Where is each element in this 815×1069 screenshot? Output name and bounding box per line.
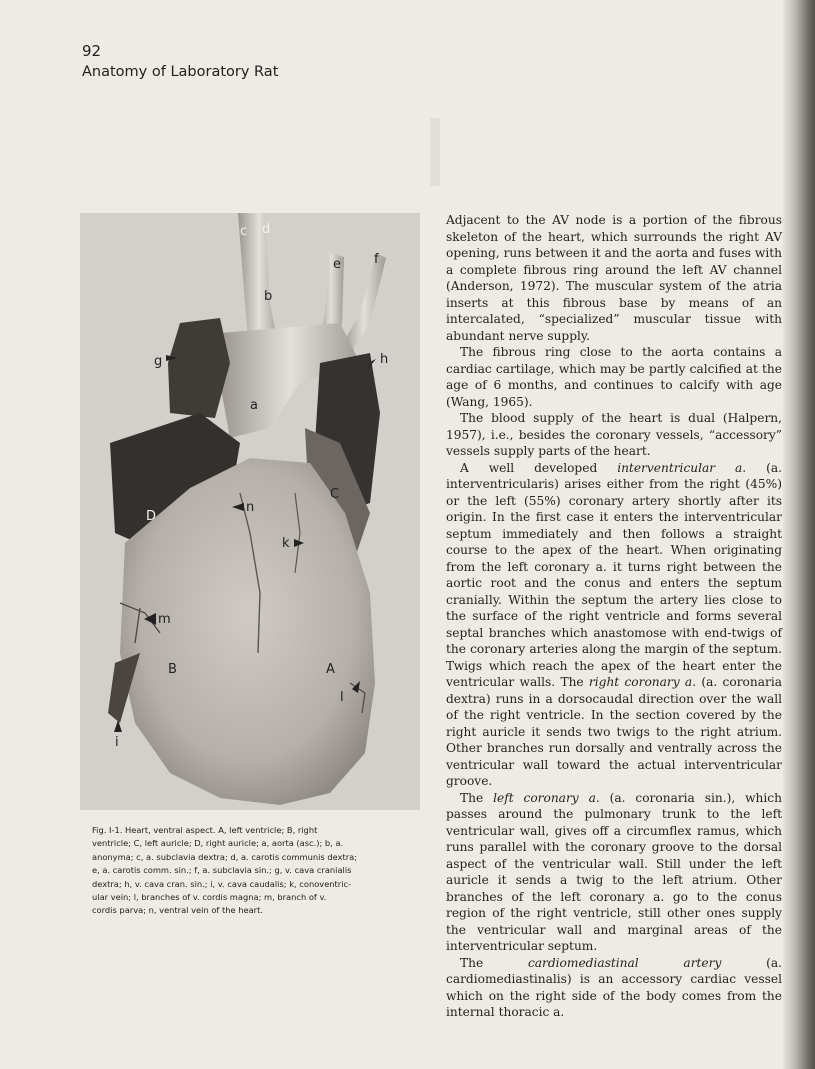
emphasis: cardiomediastinal artery [527, 955, 722, 970]
caption-line: e, a. carotis comm. sin.; f, a. subclavia sin.; g, v. cava cranialis [92, 865, 352, 876]
text-run: A well developed [460, 460, 618, 475]
paragraph [446, 955, 782, 1021]
heart-photograph [80, 213, 420, 810]
label-i: i [115, 735, 119, 750]
label-c: c [240, 224, 248, 239]
label-k: k [282, 536, 290, 551]
paragraph [446, 790, 782, 955]
text-run: (a. coronaria dextra) runs in a dorsocaudal direction over the wall of the right ventricle. In the section covered by the right auricle it sends two twigs to the right atrium. Other branches run dorsally and ventrally across the ventricular wall toward the actual interventricular groove. [446, 675, 782, 788]
label-B: B [168, 662, 177, 677]
book-spine-shadow [783, 0, 815, 1069]
paragraph: The blood supply of the heart is dual (Halpern, 1957), i.e., besides the coronary vessels, “accessory” vessels supply parts of the heart. [446, 411, 782, 458]
label-a: a [250, 398, 258, 413]
label-A: A [326, 662, 335, 677]
caption-line: dextra; h, v. cava cran. sin.; i, v. cava caudalis; k, conoventric- [92, 878, 352, 889]
emphasis: interventricular a. [617, 460, 747, 475]
heart-illustration [80, 213, 420, 810]
label-d: d [262, 222, 271, 237]
paragraph [446, 460, 782, 790]
page-number: 92 [82, 42, 102, 60]
paragraph: Adjacent to the AV node is a portion of the fibrous skeleton of the heart, which surrounds the right AV opening, runs between it and the aorta and fuses with a complete fibrous ring around the left AV channel (Anderson, 1972). The muscular system of the atria inserts at this fibrous base by means of an intercalated, “specialized” muscular tissue with abundant nerve supply. [446, 213, 782, 343]
caption-line: cordis parva; n, ventral vein of the heart. [92, 905, 263, 916]
label-n: n [246, 500, 255, 515]
label-f: f [374, 252, 379, 267]
text-run: (a. coronaria sin.), which passes around the pulmonary trunk to the left ventricular wall, gives off a circumflex ramus, which runs parallel with the coronary groove to the dorsal aspect of the ventricular wall. Still under the left auricle it sends a twig to the left atrium. Other branches of the left coronary a. go to the conus region of the right ventricle, still other ones supply the ventricular wall and marginal areas of the interventricular septum. [446, 790, 782, 953]
caption-line: Fig. I-1. Heart, ventral aspect. A, left ventricle; B, right [92, 825, 318, 835]
text-run: The [460, 790, 494, 805]
text-run: The [460, 955, 528, 970]
label-m: m [158, 612, 171, 627]
text-run: (a. cardiomediastinalis) is an accessory cardiac vessel which on the right side of the body comes from the internal thoracic a. [446, 955, 782, 1019]
figure-caption [92, 824, 392, 918]
emphasis: right coronary a. [588, 675, 697, 689]
emphasis: left coronary a. [493, 790, 600, 805]
label-e: e [333, 257, 341, 272]
running-head: Anatomy of Laboratory Rat [82, 64, 279, 80]
caption-line: ventricle; C, left auricle; D, right auricle; a, aorta (asc.); b, a. [92, 838, 344, 849]
label-C: C [330, 487, 340, 502]
label-h: h [380, 352, 389, 367]
label-g: g [154, 354, 163, 369]
body-column [446, 212, 782, 1021]
paragraph: The fibrous ring close to the aorta contains a cardiac cartilage, which may be partly calcified at the age of 6 months, and continues to calcify with age (Wang, 1965). [446, 345, 782, 409]
caption-line: anonyma; c, a. subclavia dextra; d, a. carotis communis dextra; [92, 851, 358, 862]
label-D: D [146, 509, 157, 524]
label-l: l [340, 690, 344, 705]
show-through-mark [430, 118, 440, 186]
caption-line: ular vein; l, branches of v. cordis magna; m, branch of v. [92, 892, 327, 903]
text-run: (a. interventricularis) arises either from the right (45%) or the left (55%) coronary artery shortly after its origin. In the first case it enters the interventricular septum immediately and then follows a straight course to the apex of the heart. When originating from the left coronary a. it turns right between the aortic root and the conus and enters the septum cranially. Within the septum the artery lies close to the surface of the right ventricle and forms several septal branches which anastomose with end-twigs of the coronary arteries along the margin of the septum. Twigs which reach the apex of the heart enter the ventricular walls. The [446, 460, 782, 689]
label-b: b [264, 289, 273, 304]
